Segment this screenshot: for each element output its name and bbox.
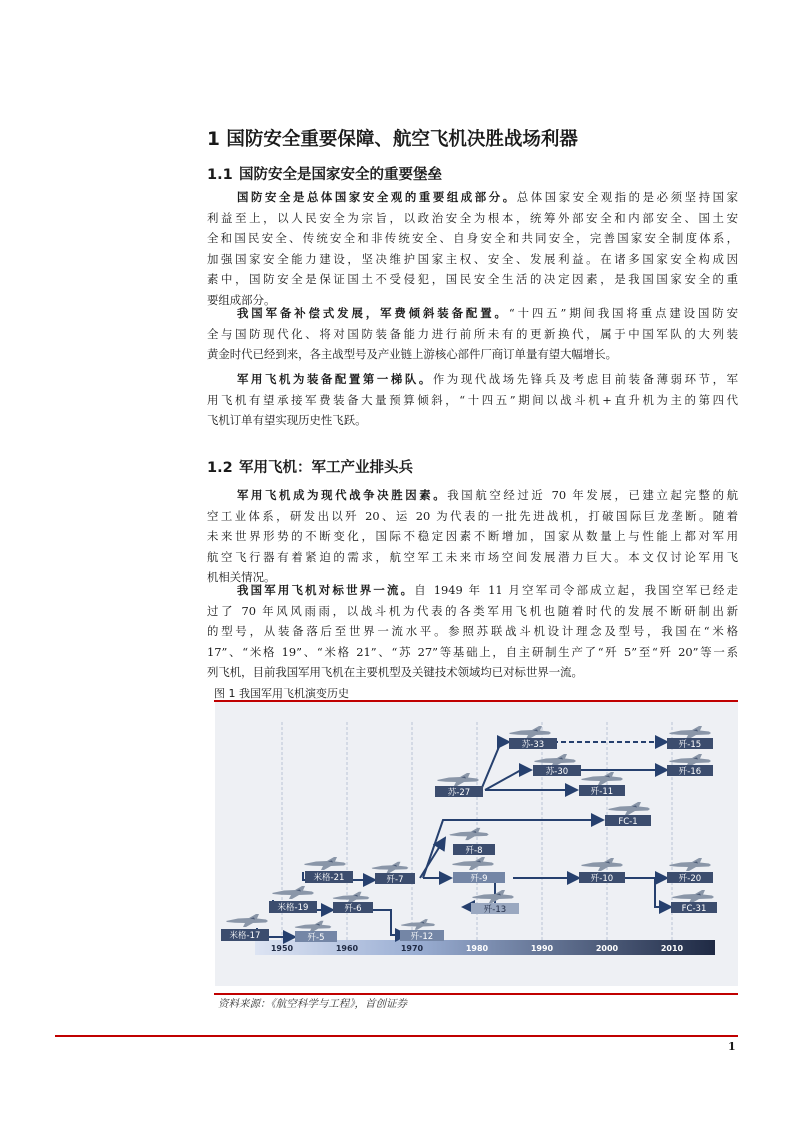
model-label-text: 米格-17 bbox=[229, 931, 261, 941]
text-run: 总体国家安全观指的是必须坚持国家 bbox=[516, 190, 738, 204]
aircraft-su27-icon bbox=[437, 773, 479, 786]
label-j8 bbox=[453, 844, 495, 856]
section-heading-1-1 bbox=[207, 165, 747, 185]
figure-source: 资料来源：《航空科学与工程》，首创证券 bbox=[218, 998, 407, 1010]
bold-lead: 我国军用飞机对标世界一流。 bbox=[237, 583, 415, 597]
text-line: 飞机订单有望实现历史性飞跃。 bbox=[207, 413, 367, 427]
model-label-text: 苏-27 bbox=[447, 788, 471, 798]
model-label-text: 歼-15 bbox=[678, 740, 702, 750]
model-label-text: 米格-19 bbox=[277, 903, 309, 913]
model-label-text: 苏-33 bbox=[521, 740, 545, 750]
evolution-arrows bbox=[257, 742, 671, 937]
aircraft-mig21-icon bbox=[304, 857, 346, 870]
label-su27 bbox=[435, 786, 483, 798]
label-fc1 bbox=[605, 815, 651, 827]
year-label: 1990 bbox=[530, 944, 554, 953]
model-label-text: 歼-11 bbox=[590, 787, 614, 797]
section-title: 国防安全是国家安全的重要堡垒 bbox=[239, 167, 442, 183]
arrow-j10-fc31 bbox=[625, 878, 671, 907]
year-label: 1980 bbox=[465, 944, 489, 953]
year-label: 2000 bbox=[595, 944, 619, 953]
text-line: 全与国防现代化、将对国防装备能力进行前所未有的更新换代，属于中国军队的大列装 bbox=[207, 326, 738, 341]
text-line: 的型号，从装备落后至世界一流水平。参照苏联战斗机设计理念及型号，我国在“米格 bbox=[207, 624, 738, 638]
model-label-text: 歼-16 bbox=[678, 767, 702, 777]
bold-lead: 军用飞机为装备配置第一梯队。 bbox=[237, 372, 433, 386]
aircraft-j15-icon bbox=[669, 726, 711, 739]
text-run: 作为现代战场先锋兵及考虑目前装备薄弱环节，军 bbox=[432, 372, 738, 386]
model-label-text: 歼-6 bbox=[344, 904, 362, 914]
text-line bbox=[207, 187, 738, 208]
text-run: 我国航空经过近 70 年发展，已建立起完整的航 bbox=[447, 488, 738, 502]
label-j15 bbox=[667, 738, 713, 750]
text-line: 机相关情况。 bbox=[207, 570, 276, 584]
section-title: 军用飞机：军工产业排头兵 bbox=[239, 460, 413, 476]
text-line: 加强国家安全能力建设，坚决维护国家主权、安全、发展利益。在诸多国家安全构成因 bbox=[207, 251, 738, 266]
model-label-text: 米格-21 bbox=[313, 873, 345, 883]
aircraft-fc1-icon bbox=[608, 802, 650, 815]
aircraft-j7-icon bbox=[372, 862, 409, 873]
label-mig17 bbox=[221, 929, 269, 941]
text-line: 航空飞行器有着紧迫的需求，航空军工未来市场空间发展潜力巨大。本文仅讨论军用飞 bbox=[207, 549, 738, 564]
text-line: 未来世界形势的不断变化，国际不稳定因素不断增加，国家从数量上与性能上都对军用 bbox=[207, 529, 738, 543]
bold-lead: 国防安全是总体国家安全观的重要组成部分。 bbox=[237, 190, 517, 204]
model-label-text: 歼-7 bbox=[386, 875, 404, 885]
heading-1: 1 国防安全重要保障、航空飞机决胜战场利器 bbox=[207, 129, 578, 150]
aircraft-j13-icon bbox=[472, 890, 514, 903]
label-j6 bbox=[333, 902, 373, 914]
arrow-j7-fc1 bbox=[423, 820, 603, 878]
model-label-text: 歼-9 bbox=[470, 874, 488, 884]
model-label-text: FC-31 bbox=[681, 904, 707, 914]
text-line bbox=[207, 303, 738, 324]
aircraft-j9-icon bbox=[452, 857, 494, 870]
label-mig21 bbox=[305, 871, 353, 883]
paragraph-world-class bbox=[207, 580, 738, 683]
year-label: 1950 bbox=[270, 944, 294, 953]
aircraft-j5-icon bbox=[295, 921, 332, 932]
section-number: 1.2 bbox=[207, 460, 233, 476]
aircraft-su33-icon bbox=[509, 726, 551, 739]
section-number: 1.1 bbox=[207, 167, 233, 183]
arrow-su27-su30 bbox=[485, 770, 531, 790]
aircraft-j11-icon bbox=[581, 772, 623, 785]
model-label-text: 歼-10 bbox=[590, 874, 614, 884]
label-j5 bbox=[295, 931, 337, 943]
text-line: 素中，国防安全是保证国土不受侵犯，国民安全生活的决定因素，是我国国家安全的重 bbox=[207, 272, 738, 286]
footer-rule bbox=[55, 1035, 738, 1037]
section-heading-1-2 bbox=[207, 458, 747, 478]
aircraft-mig19-icon bbox=[272, 886, 314, 899]
aircraft-evolution-timeline bbox=[215, 702, 738, 986]
label-j13 bbox=[471, 903, 519, 915]
arrow-j7-j8 bbox=[420, 838, 445, 878]
arrow-su27-su33 bbox=[481, 742, 509, 790]
text-line bbox=[207, 369, 738, 390]
aircraft-j6-icon bbox=[333, 892, 370, 903]
label-j9 bbox=[453, 872, 505, 884]
text-line: 利益至上，以人民安全为宗旨，以政治安全为根本，统筹外部安全和内部安全、国土安 bbox=[207, 210, 738, 225]
text-line: 用飞机有望承接军费装备大量预算倾斜，“十四五”期间以战斗机+直升机为主的第四代 bbox=[207, 392, 738, 407]
label-j10 bbox=[579, 872, 625, 884]
label-mig19 bbox=[269, 901, 317, 913]
label-su33 bbox=[509, 738, 557, 750]
model-label-text: 歼-20 bbox=[678, 874, 702, 884]
text-run: “十四五”期间我国将重点建设国防安 bbox=[508, 306, 738, 320]
model-labels bbox=[221, 738, 717, 943]
year-label: 1970 bbox=[400, 944, 424, 953]
label-fc31 bbox=[671, 902, 717, 914]
text-line: 要组成部分。 bbox=[207, 292, 276, 307]
text-line bbox=[207, 485, 738, 506]
label-su30 bbox=[533, 765, 581, 777]
model-label-text: FC-1 bbox=[618, 817, 638, 827]
label-j16 bbox=[667, 765, 713, 777]
aircraft-fc31-icon bbox=[672, 890, 714, 903]
aircraft-j20-icon bbox=[669, 858, 711, 871]
year-label: 1960 bbox=[335, 944, 359, 953]
text-line: 列飞机，目前我国军用飞机在主要机型及关键技术领域均已对标世界一流。 bbox=[207, 665, 583, 679]
text-line bbox=[207, 580, 738, 601]
bold-lead: 军用飞机成为现代战争决胜因素。 bbox=[237, 488, 448, 502]
figure-title: 图 1 我国军用飞机演变历史 bbox=[214, 687, 349, 700]
paragraph-decisive-factor bbox=[207, 485, 738, 588]
label-j12 bbox=[400, 930, 444, 942]
aircraft-mig17-icon bbox=[226, 914, 268, 927]
year-label: 2010 bbox=[660, 944, 684, 953]
text-line: 过了 70 年风风雨雨，以战斗机为代表的各类军用飞机也随着时代的发展不断研制出新 bbox=[207, 603, 738, 618]
model-label-text: 歼-8 bbox=[465, 846, 483, 856]
paragraph-national-security bbox=[207, 187, 738, 310]
text-line: 黄金时代已经到来，各主战型号及产业链上游核心部件厂商订单量有望大幅增长。 bbox=[207, 347, 618, 361]
label-j11 bbox=[579, 785, 625, 797]
aircraft-j10-icon bbox=[581, 858, 623, 871]
model-label-text: 歼-13 bbox=[483, 905, 507, 915]
text-line: 全和国民安全、传统安全和非传统安全、自身安全和共同安全，完善国家安全制度体系， bbox=[207, 231, 738, 245]
text-line: 空工业体系，研发出以歼 20、运 20 为代表的一批先进战机，打破国际巨龙垄断。随着 bbox=[207, 508, 738, 523]
text-run: 自 1949 年 11 月空军司令部成立起，我国空军已经走 bbox=[414, 583, 738, 597]
paragraph-military-aircraft bbox=[207, 369, 738, 431]
aircraft-j8-icon bbox=[449, 828, 488, 840]
page-number: 1 bbox=[728, 1040, 736, 1053]
bold-lead: 我国军备补偿式发展，军费倾斜装备配置。 bbox=[237, 306, 509, 320]
label-j20 bbox=[667, 872, 713, 884]
aircraft-j12-icon bbox=[401, 919, 435, 930]
model-label-text: 苏-30 bbox=[545, 767, 569, 777]
figure-bottom-rule bbox=[214, 993, 738, 995]
model-label-text: 歼-12 bbox=[410, 932, 434, 942]
model-label-text: 歼-5 bbox=[307, 933, 325, 943]
paragraph-military-spending bbox=[207, 303, 738, 365]
label-j7 bbox=[375, 873, 415, 885]
text-line: 17”、“米格 19”、“米格 21”、“苏 27”等基础上，自主研制生产了“歼 5”至“歼 20”等一系 bbox=[207, 644, 738, 659]
